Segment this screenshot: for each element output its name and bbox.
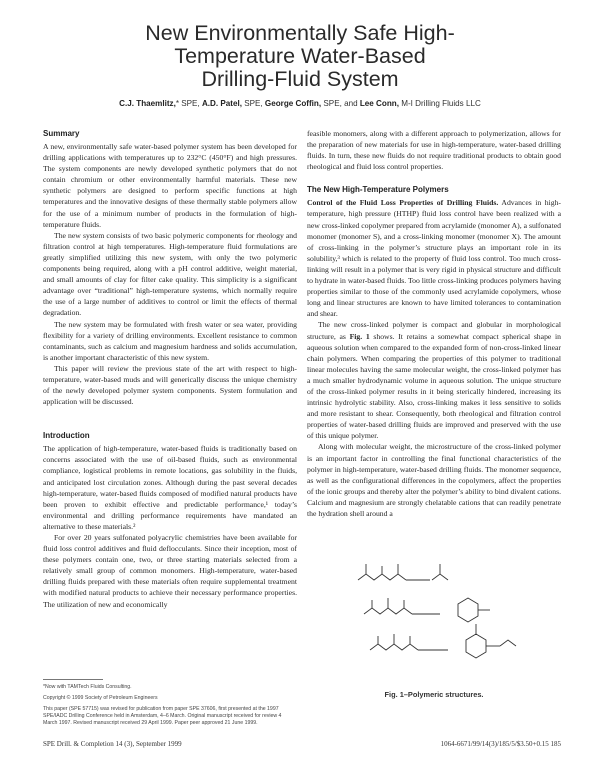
summary-paragraph: This paper will review the previous state of the art with respect to high-temperature, water-based muds and will generically discuss the unique chemistry of the newly developed polymer system components. System formulation and application will be discussed. <box>43 363 297 407</box>
introduction-continued-paragraph: feasible monomers, along with a different approach to polymerization, allows for the preparation of new materials for use in high-temperature, water-based drilling fluids. In turn, these new fluids do not require traditional products to obtain good rheological and fluid loss control properties. <box>307 129 561 172</box>
author-affiliation: * SPE, <box>175 99 200 108</box>
new-polymers-paragraph <box>307 319 561 441</box>
introduction-heading: Introduction <box>43 431 90 441</box>
footnote-rule <box>43 679 103 680</box>
morphology-text: shows. It retains a somewhat compact spherical shape in aqueous solution when compared to the expanded form of non-cross-linked linear chain polymers. When comparing the properties of this polymer to traditional linear molecules having the same molecular weight, the cross-linked polymer has a much smaller hydrodynamic volume in aqueous solution. The unique structure of the cross-linked polymer results in it being sterically hindered, increasing its intrinsic hydrolytic stability. Also, cross-linking makes it less sensitive to solids and more resistant to shear. Consequently, both rheological and filtration control properties of water-based drilling fluids are improved and preserved with the use of this unique polymer. <box>307 331 561 441</box>
author-name: Lee Conn, <box>359 99 399 108</box>
paper-title <box>40 22 560 91</box>
fluid-loss-text: Advances in high-temperature, high pressure (HTHP) fluid loss control have been realized with a new cross-linked copolymer prepared from acrylamide (monomer A), a sulfonated monomer (monomer S), and a cross-linking monomer (monomer X). The amount of cross-linking in the polymer’s structure plays an important role in its solubility,³ which is related to the property of fluid loss control. Too much cross-linking will result in a polymer that is very rigid in physical structure and difficult to hydrate in water-based fluids. Too little cross-linking produces polymers having properties similar to those of the commonly used acrylamide copolymers, whose long and linear structures are known to have limited tolerances to contamination and shear. <box>307 198 561 319</box>
author-name: A.D. Patel, <box>201 99 242 108</box>
new-polymers-paragraph: Along with molecular weight, the microstructure of the cross-linked polymer is an important factor in controlling the final functional characteristics of the polymer in high-temperature, water-based drilling fluids. The monomer sequence, as well as the configurational differences in the copolymers, affect the properties of the ionic groups and thereby alter the polymer’s ability to bind divalent cations. Calcium and magnesium are strongly chelatable cations that can readily penetrate the hydration shell around a <box>307 442 561 518</box>
footnote-affiliation: *Now with TAMTech Fluids Consulting. <box>43 684 132 690</box>
author-affiliation: SPE, <box>244 99 263 108</box>
author-affiliation: SPE, and <box>323 99 358 108</box>
new-polymers-paragraph <box>307 197 561 319</box>
author-name: C.J. Thaemlitz, <box>119 99 176 108</box>
polymeric-structures-figure <box>340 552 550 680</box>
journal-citation: SPE Drill. & Completion 14 (3), September 1999 <box>43 740 182 748</box>
introduction-paragraph: The application of high-temperature, water-based fluids is traditionally based on concerns associated with the use of oil-based fluids, such as environmental compliance, logistical problems in remote locations, gas solubility in the fluids, and anticipated lost circulation zones. Although during the past several decades high-temperature, water-based fluids composed of modified natural products have been proven to exhibit effective and predictable performance,¹ today’s environmental and drilling performance requirements have mandated an alternative to these materials.² <box>43 444 297 531</box>
summary-paragraph: The new system may be formulated with fresh water or sea water, providing flexibility for a variety of drilling environments. Excellent resistance to common contaminants, such as calcium and magnesium hardness and solids accumulation, is another important characteristic of this new system. <box>43 319 297 362</box>
figure-caption: Fig. 1–Polymeric structures. <box>384 690 484 699</box>
author-line <box>30 99 570 108</box>
title-line: New Environmentally Safe High- <box>145 21 455 45</box>
right-column <box>307 128 561 519</box>
footnote-publication-note: This paper (SPE 57715) was revised for publication from paper SPE 37606, first presented at the 1997 SPE/IADC Drilling Conference held in Amsterdam, 4–6 March. Original manuscript received for review 4 March 1997. Revised manuscript received 29 April 1999. Paper peer approved 21 June 1999. <box>43 705 282 726</box>
morphology-text: The new cross-linked polymer is compact and globular in morphological structure, as <box>307 320 561 341</box>
summary-paragraph: The new system consists of two basic polymeric components for rheology and filtration control at high temperatures. High-temperature fluid formulations are greatly simplified utilizing this new system, with only the two polymeric components being required, along with a pH control additive, weight material, and small amounts of clay for filter cake quality. This simplicity is a significant advantage over “traditional” high-temperature systems, which normally require the use of a large number of additives to control or limit the effects of thermal degradation. <box>43 230 297 318</box>
footnotes <box>43 679 297 731</box>
summary-heading: Summary <box>43 129 80 138</box>
fluid-loss-subheading: Control of the Fluid Loss Properties of Drilling Fluids. <box>307 198 499 208</box>
left-column <box>43 128 297 610</box>
title-line: Temperature Water-Based <box>174 44 426 68</box>
new-polymers-heading: The New High-Temperature Polymers <box>307 185 449 195</box>
introduction-paragraph: For over 20 years sulfonated polyacrylic chemistries have been available for fluid loss control additives and fluid deflocculants. Since their inception, most of these polymers contain one, two, or three starting materials selected from a relatively small group of common monomers. High-temperature, water-based drilling fluids prepared with these materials often require supplemental treatment with modified natural products to achieve their necessary performance properties. The utilization of new and economically <box>43 533 297 609</box>
figure-reference-link[interactable]: Fig. 1 <box>349 331 370 341</box>
title-line: Drilling-Fluid System <box>201 67 399 91</box>
issn-and-page-number: 1064-6671/99/14(3)/185/5/$3.50+0.15 185 <box>440 740 561 748</box>
author-name: George Coffin, <box>264 99 322 108</box>
author-affiliation: M-I Drilling Fluids LLC <box>401 99 481 108</box>
footnote-copyright: Copyright © 1999 Society of Petroleum Engineers <box>43 694 158 701</box>
summary-paragraph: A new, environmentally safe water-based polymer system has been developed for drilling applications with temperatures up to 232°C (450°F) and high pressures. The system components are newly developed synthetic polymers that do not contain chromium or other environmentally harmful materials. These new synthetic polymers are designed to perform specific functions at high temperatures and the innovative designs of these thermally stable polymers allow for the use of a minimum number of products in the formulation of high-temperature fluids. <box>43 142 297 229</box>
